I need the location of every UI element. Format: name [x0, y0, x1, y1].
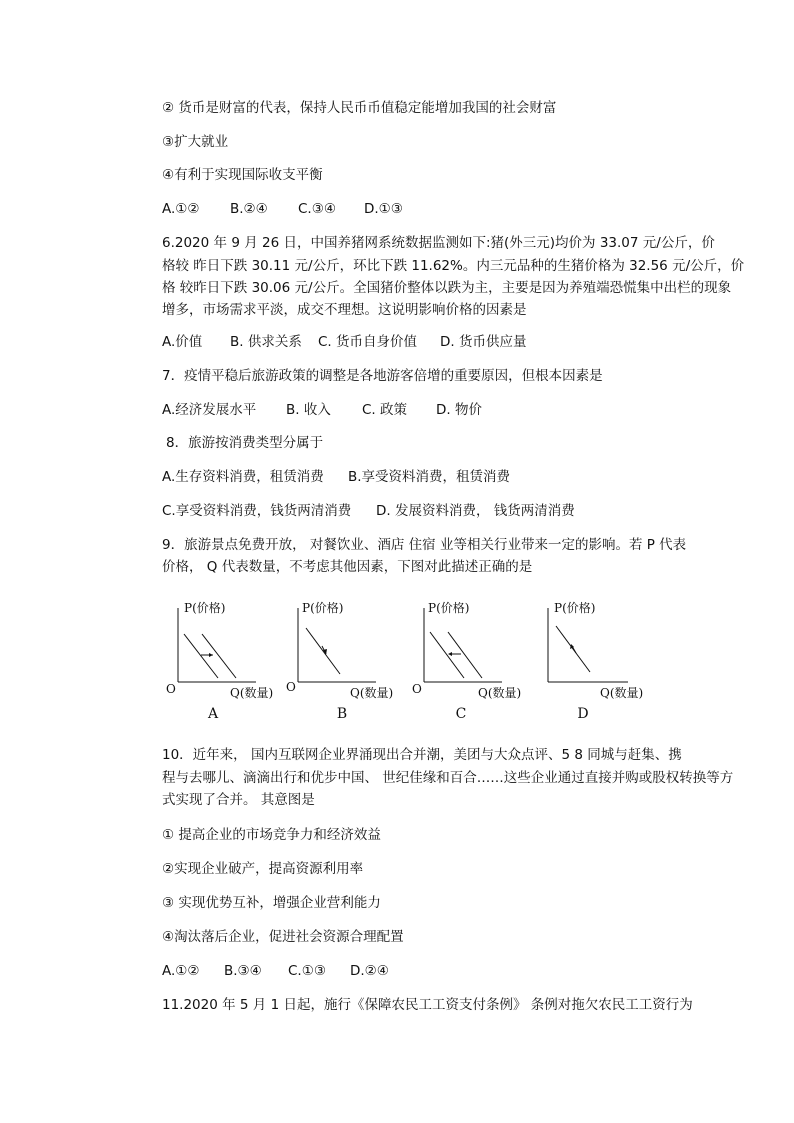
graph-c-curve-original — [448, 632, 482, 678]
q7-option-c[interactable]: C. 政策 — [362, 402, 408, 418]
q10-item-2: ②实现企业破产，提高资源利用率 — [162, 861, 364, 877]
q8-options-row-1 — [162, 468, 510, 486]
graph-b-caption: B — [336, 706, 348, 722]
graph-b-y-axis-label: P(价格) — [302, 601, 344, 615]
q11-stem-line-1: 11.2020 年 5 月 1 日起，施行《保障农民工工资支付条例》 条例对拖欠农民工工资行为 — [162, 997, 693, 1013]
q5-item-4: ④有利于实现国际收支平衡 — [162, 167, 323, 183]
q10-item-4: ④淘汰落后企业，促进社会资源合理配置 — [162, 929, 404, 945]
q6-option-b[interactable]: B. 供求关系 — [230, 334, 302, 350]
q10-item-3: ③ 实现优势互补，增强企业营利能力 — [162, 895, 381, 911]
graph-a-x-axis-label: Q(数量) — [230, 686, 274, 700]
q10-option-a[interactable]: A.①② — [162, 963, 200, 979]
graph-d[interactable] — [540, 598, 680, 698]
q6-options — [162, 333, 526, 351]
graph-c-origin: O — [412, 682, 422, 696]
q8-options-row-2 — [162, 502, 575, 520]
q5-option-a[interactable]: A.①② — [162, 201, 200, 217]
q10-option-c[interactable]: C.①③ — [288, 963, 326, 979]
graph-c-caption: C — [455, 706, 467, 722]
q6-stem-line-3: 格 较昨日下跌 30.06 元/公斤。全国猪价整体以跌为主，主要是因为养殖端恐慌集中出栏的现象 — [162, 280, 732, 296]
q9-stem-line-2: 价格， Q 代表数量，不考虑其他因素，下图对此描述正确的是 — [162, 559, 533, 575]
graph-a-curve-original — [184, 634, 218, 678]
q5-option-c[interactable]: C.③④ — [298, 201, 336, 217]
graph-c-y-axis-label: P(价格) — [428, 601, 470, 615]
graph-a-curve-shifted — [202, 634, 236, 678]
graph-b-curve — [306, 628, 340, 674]
graph-c[interactable] — [412, 598, 552, 698]
q6-stem-line-2: 格较 昨日下跌 30.11 元/公斤，环比下跌 11.62%。内三元品种的生猪价格为 32.56 元/公斤，价 — [162, 258, 745, 274]
q7-option-a[interactable]: A.经济发展水平 — [162, 402, 257, 418]
q10-option-d[interactable]: D.②④ — [350, 963, 389, 979]
q8-option-d[interactable]: D. 发展资料消费， 钱货两清消费 — [376, 503, 575, 519]
q7-options — [162, 401, 482, 419]
q6-option-a[interactable]: A.价值 — [162, 334, 203, 350]
graph-c-curve-shifted — [430, 632, 464, 678]
q5-option-d[interactable]: D.①③ — [364, 201, 403, 217]
q8-option-c[interactable]: C.享受资料消费，钱货两清消费 — [162, 503, 352, 519]
q6-option-d[interactable]: D. 货币供应量 — [440, 334, 527, 350]
q6-stem-line-4: 增多，市场需求平淡，成交不理想。这说明影响价格的因素是 — [162, 302, 527, 318]
q5-item-3: ③扩大就业 — [162, 134, 229, 150]
q8-stem: 8．旅游按消费类型分属于 — [166, 435, 324, 451]
q8-option-a[interactable]: A.生存资料消费，租赁消费 — [162, 469, 324, 485]
q5-option-b[interactable]: B.②④ — [230, 201, 268, 217]
graph-b-origin: O — [286, 680, 296, 694]
graph-c-x-axis-label: Q(数量) — [478, 686, 522, 700]
q10-options — [162, 962, 389, 980]
graph-d-curve — [556, 626, 590, 672]
q10-stem-line-1: 10．近年来， 国内互联网企业界涌现出合并潮，美团与大众点评、5 8 同城与赶集、携 — [162, 747, 682, 763]
graph-d-caption: D — [577, 706, 589, 722]
q9-stem-line-1: 9．旅游景点免费开放， 对餐饮业、酒店 住宿 业等相关行业带来一定的影响。若 P 代表 — [162, 537, 687, 553]
graph-d-x-axis-label: Q(数量) — [600, 686, 644, 700]
q7-stem: 7．疫情平稳后旅游政策的调整是各地游客倍增的重要原因，但根本因素是 — [162, 368, 603, 384]
q7-option-d[interactable]: D. 物价 — [436, 402, 482, 418]
graph-b-x-axis-label: Q(数量) — [350, 686, 394, 700]
q8-option-b[interactable]: B.享受资料消费，租赁消费 — [348, 469, 511, 485]
graph-a-origin: O — [166, 682, 176, 696]
q6-option-c[interactable]: C. 货币自身价值 — [318, 334, 418, 350]
q5-item-2: ② 货币是财富的代表，保持人民币币值稳定能增加我国的社会财富 — [162, 100, 557, 116]
q6-stem-line-1: 6.2020 年 9 月 26 日，中国养猪网系统数据监测如下:猪(外三元)均价为 33.07 元/公斤，价 — [162, 235, 715, 251]
graph-b[interactable] — [284, 598, 424, 698]
graph-a[interactable] — [164, 598, 304, 698]
q7-option-b[interactable]: B. 收入 — [286, 402, 331, 418]
graph-d-y-axis-label: P(价格) — [554, 601, 596, 615]
q10-stem-line-3: 式实现了合并。 其意图是 — [162, 792, 315, 808]
q10-option-b[interactable]: B.③④ — [224, 963, 262, 979]
graph-a-y-axis-label: P(价格) — [184, 601, 226, 615]
q10-item-1: ① 提高企业的市场竞争力和经济效益 — [162, 827, 381, 843]
graph-a-caption: A — [207, 706, 219, 722]
q5-options — [162, 200, 403, 218]
q10-stem-line-2: 程与去哪儿、滴滴出行和优步中国、 世纪佳缘和百合……这些企业通过直接并购或股权转换等方 — [162, 770, 734, 786]
